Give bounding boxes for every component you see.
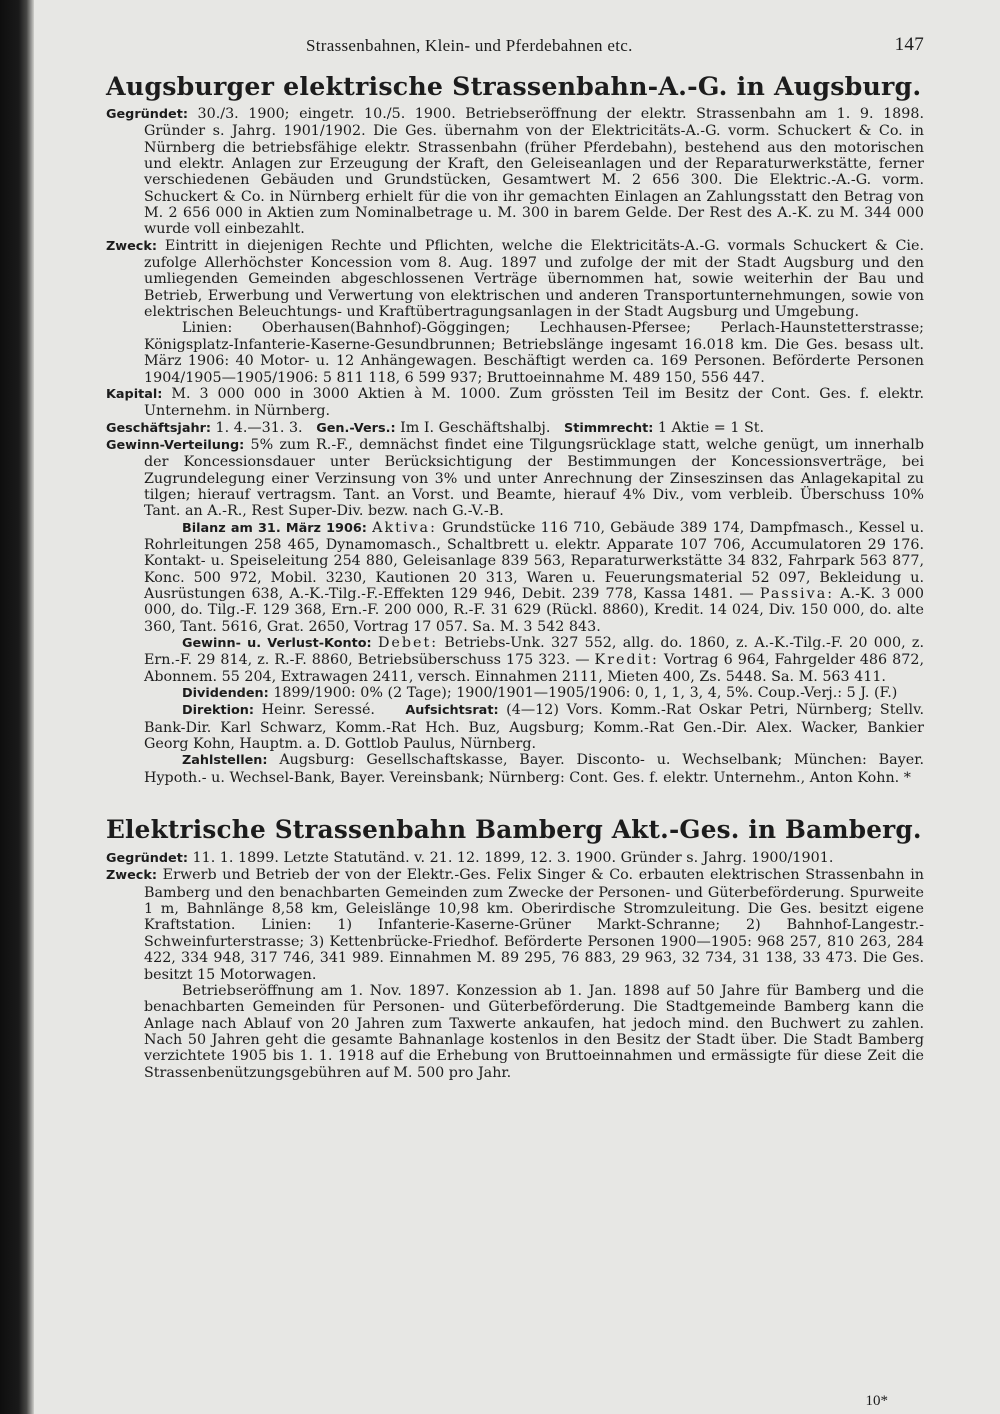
label-stimmrecht: Stimmrecht: [564, 420, 654, 436]
label-gewinn-verteilung: Gewinn-Verteilung: [106, 437, 245, 453]
signature-mark: 10* [865, 1393, 888, 1409]
augsburg-geschaeftsjahr [106, 420, 924, 437]
label-geschaeftsjahr: Geschäftsjahr: [106, 420, 211, 436]
book-spine-shadow [0, 0, 34, 1414]
text-gewinn-verteilung: 5% zum R.-F., demnächst findet eine Tilgungsrücklage statt, welche genügt, um innerhalb der Koncessionsdauer unter Berücksichtigung der Bestimmungen der Koncessionsverträge, bei Zugrundelegung einer Verzinsung von 3% und unter Anrechnung der Zinseszinsen das Anlagekapital zu tilgen; hierauf vertragsm. Tant. an Vorst. und Beamte, hierauf 4% Div., vom verbleib. Überschuss 10% Tant. an A.-R., Rest Super-Div. bezw. nach G.-V.-B. [144, 436, 924, 520]
label-kredit: Kredit: [594, 652, 659, 669]
bamberg-zweck [106, 867, 924, 982]
label-aktiva: Aktiva: [372, 519, 437, 536]
augsburg-dividenden [106, 685, 924, 702]
text-dividenden: 1899/1900: 0% (2 Tage); 1900/1901—1905/1906: 0, 1, 1, 3, 4, 5%. Coup.-Verj.: 5 J. (F.) [273, 685, 898, 702]
text-bamberg-zweck: Erwerb und Betrieb der von der Elektr.-Ges. Felix Singer & Co. erbauten elektrischen Strassenbahn in Bamberg und den benachbarten Gemeinden zum Zwecke der Personen- und Güterbeförderung. Spurweite 1 m, Bahnlänge 8,58 km, Geleislänge 10,98 km. Oberirdische Stromzuleitung. Die Ges. besitzt eigene Kraftstation. Linien: 1) Infanterie-Kaserne-Grüner Markt-Schranne; 2) Bahnhof-Langestr.-Schweinfurterstrasse; 3) Kettenbrücke-Friedhof. Beförderte Personen 1900—1905: 968 257, 810 263, 284 422, 334 948, 317 746, 341 989. Einnahmen M. 89 295, 76 883, 29 963, 32 734, 31 138, 33 473. Die Ges. besitzt 15 Motorwagen. [144, 867, 924, 983]
augsburg-gewinn-verteilung [106, 437, 924, 520]
augsburg-gegruendet [106, 106, 924, 238]
label-dividenden: Dividenden: [182, 686, 269, 702]
running-head-title: Strassenbahnen, Klein- und Pferdebahnen etc. [306, 36, 633, 55]
text-kredit: Vortrag 6 964, Fahrgelder 486 872, Abonnem. 55 204, Extrawagen 2411, versch. Einnahmen 2111, Mieten 400, Zs. 5448. Sa. M. 563 411. [144, 652, 924, 685]
page-number: 147 [894, 34, 924, 55]
augsburg-zweck [106, 238, 924, 321]
augsburg-gewinn-verlust [106, 635, 924, 685]
augsburg-zahlstellen [106, 752, 924, 786]
label-bamberg-gegruendet: Gegründet: [106, 851, 188, 867]
label-zweck: Zweck: [106, 238, 157, 254]
text-direktion: Heinr. Seressé. [261, 702, 375, 719]
company-title-bamberg: Elektrische Strassenbahn Bamberg Akt.-Ges. in Bamberg. [106, 815, 922, 845]
text-zweck: Eintritt in diejenigen Rechte und Pflichten, welche die Elektricitäts-A.-G. vormals Schuckert & Cie. zufolge Allerhöchster Koncession vom 8. Aug. 1897 und zufolge der mit der Stadt Augsburg und den umliegenden Gemeinden abgeschlossenen Verträge übernommen hat, sowie weiterhin der Bau und Betrieb, Erwerbung und Verwertung von elektrischen und anderen Transportunternehmungen, sowie von elektrischen Beleuchtungs- und Kraftübertragungsanlagen in der Stadt Augsburg und Umgebung. [144, 237, 924, 321]
label-direktion: Direktion: [182, 703, 255, 719]
running-head [106, 28, 924, 62]
label-bilanz: Bilanz am 31. März 1906: [182, 520, 367, 536]
label-aufsichtsrat: Aufsichtsrat: [405, 703, 499, 719]
augsburg-bilanz [106, 520, 924, 635]
text-gegruendet: 30./3. 1900; eingetr. 10./5. 1900. Betriebseröffnung der elektr. Strassenbahn am 1. 9. 1898. Gründer s. Jahrg. 1901/1902. Die Ges. übernahm von der Elektricitäts-A.-G. vorm. Schuckert & Co. in Nürnberg die betriebsfähige elektr. Strassenbahn (früher Pferdebahn), bestehend aus den motorischen und elektr. Anlagen zur Erzeugung der Kraft, den Geleiseanlagen und der Reparaturwerkstätte, ferner verschiedenen Gebäuden und Grundstücken, Gesamtwert M. 2 656 300. Die Elektric.-A.-G. vorm. Schuckert & Co. in Nürnberg erhielt für die von ihr gemachten Einlagen an Zahlungsstatt den Betrag von M. 2 656 000 in Aktien zum Nominalbetrage u. M. 300 in barem Gelde. Der Rest des A.-K. zu M. 344 000 wurde voll einbezahlt. [144, 106, 924, 238]
text-gen-vers: Im I. Geschäftshalbj. [400, 419, 551, 436]
label-gewinn-verlust: Gewinn- u. Verlust-Konto: [182, 636, 372, 651]
text-zahlstellen: Augsburg: Gesellschaftskasse, Bayer. Disconto- u. Wechselbank; München: Bayer. Hypoth.- u. Wechsel-Bank, Bayer. Vereinsbank; Nürnberg: Cont. Ges. f. elektr. Unternehm., Anton Kohn. * [144, 752, 924, 786]
text-geschaeftsjahr: 1. 4.—31. 3. [215, 419, 303, 436]
label-kapital: Kapital: [106, 386, 163, 402]
text-bamberg-gegruendet: 11. 1. 1899. Letzte Statutänd. v. 21. 12. 1899, 12. 3. 1900. Gründer s. Jahrg. 1900/1901. [192, 850, 834, 867]
label-gen-vers: Gen.-Vers.: [316, 420, 396, 436]
bamberg-betrieb-paragraph: Betriebseröffnung am 1. Nov. 1897. Konzession ab 1. Jan. 1898 auf 50 Jahre für Bamberg und die benachbarten Gemeinden für Personen- und Güterbeförderung. Die Stadtgemeinde Bamberg kann die Anlage nach Ablauf von 20 Jahren zum Taxwerte ankaufen, hat jedoch mind. den Buchwert zu zahlen. Nach 50 Jahren geht die gesamte Bahnanlage kostenlos in den Besitz der Stadt über. Die Stadt Bamberg verzichtete 1905 bis 1. 1. 1918 auf die Erhebung von Bruttoeinnahmen und ermässigte für diese Zeit die Strassenbenützungsgebühren auf M. 500 pro Jahr. [144, 982, 924, 1081]
augsburg-linien: Linien: Oberhausen(Bahnhof)-Göggingen; Lechhausen-Pfersee; Perlach-Haunstetterstrasse; Königsplatz-Infanterie-Kaserne-Gesundbrunnen; Betriebslänge ingesamt 16.018 km. Die Ges. besass ult. März 1906: 40 Motor- u. 12 Anhängewagen. Beschäftigt werden ca. 169 Personen. Beförderte Personen 1904/1905—1905/1906: 5 811 118, 6 599 937; Bruttoeinnahme M. 489 150, 556 447. [144, 320, 924, 386]
document-page [106, 28, 924, 1408]
augsburg-direktion-aufsichtsrat [106, 702, 924, 752]
text-debet: Betriebs-Unk. 327 552, allg. do. 1860, z. A.-K.-Tilg.-F. 20 000, z. Ern.-F. 29 814, z. R.-F. 8860, Betriebsüberschuss 175 323. — [144, 635, 924, 669]
label-bamberg-zweck: Zweck: [106, 868, 157, 884]
label-passiva: Passiva: [759, 585, 835, 602]
text-passiva: A.-K. 3 000 000, do. Tilg.-F. 129 368, Ern.-F. 200 000, R.-F. 31 629 (Rückl. 8860), Kredit. 14 024, Div. 150 000, do. alte 360, Tant. 5616, Grat. 2650, Vortrag 17 057. Sa. M. 3 542 843. [144, 585, 924, 635]
label-debet: Debet: [377, 635, 439, 651]
label-zahlstellen: Zahlstellen: [182, 753, 268, 769]
text-aktiva: Grundstücke 116 710, Gebäude 389 174, Dampfmasch., Kessel u. Rohrleitungen 258 465, Dynamomasch., Schaltbrett u. elektr. Apparate 107 706, Accumulatoren 29 176. Kontakt- u. Speiseleitung 254 880, Geleisanlage 839 563, Reparaturwerkstätte 34 832, Fahrpark 563 877, Konc. 500 972, Mobil. 3230, Kautionen 20 313, Waren u. Feuerungsmaterial 52 097, Bekleidung u. Ausrüstungen 638, A.-K.-Tilg.-F.-Effekten 129 946, Debit. 239 778, Kassa 1481. — [144, 519, 925, 602]
augsburg-kapital [106, 386, 924, 420]
text-stimmrecht: 1 Aktie = 1 St. [657, 419, 765, 436]
bamberg-gegruendet [106, 850, 924, 867]
text-aufsichtsrat: (4—12) Vors. Komm.-Rat Oskar Petri, Nürnberg; Stellv. Bank-Dir. Karl Schwarz, Komm.-Rat Hch. Buz, Augsburg; Komm.-Rat Gen.-Dir. Alex. Wacker, Bankier Georg Kohn, Hauptm. a. D. Gottlob Paulus, Nürnberg. [144, 702, 924, 753]
text-kapital: M. 3 000 000 in 3000 Aktien à M. 1000. Zum grössten Teil im Besitz der Cont. Ges. f. elektr. Unternehm. in Nürnberg. [144, 385, 924, 420]
company-title-augsburg: Augsburger elektrische Strassenbahn-A.-G. in Augsburg. [106, 71, 922, 101]
label-gegruendet: Gegründet: [106, 107, 188, 122]
